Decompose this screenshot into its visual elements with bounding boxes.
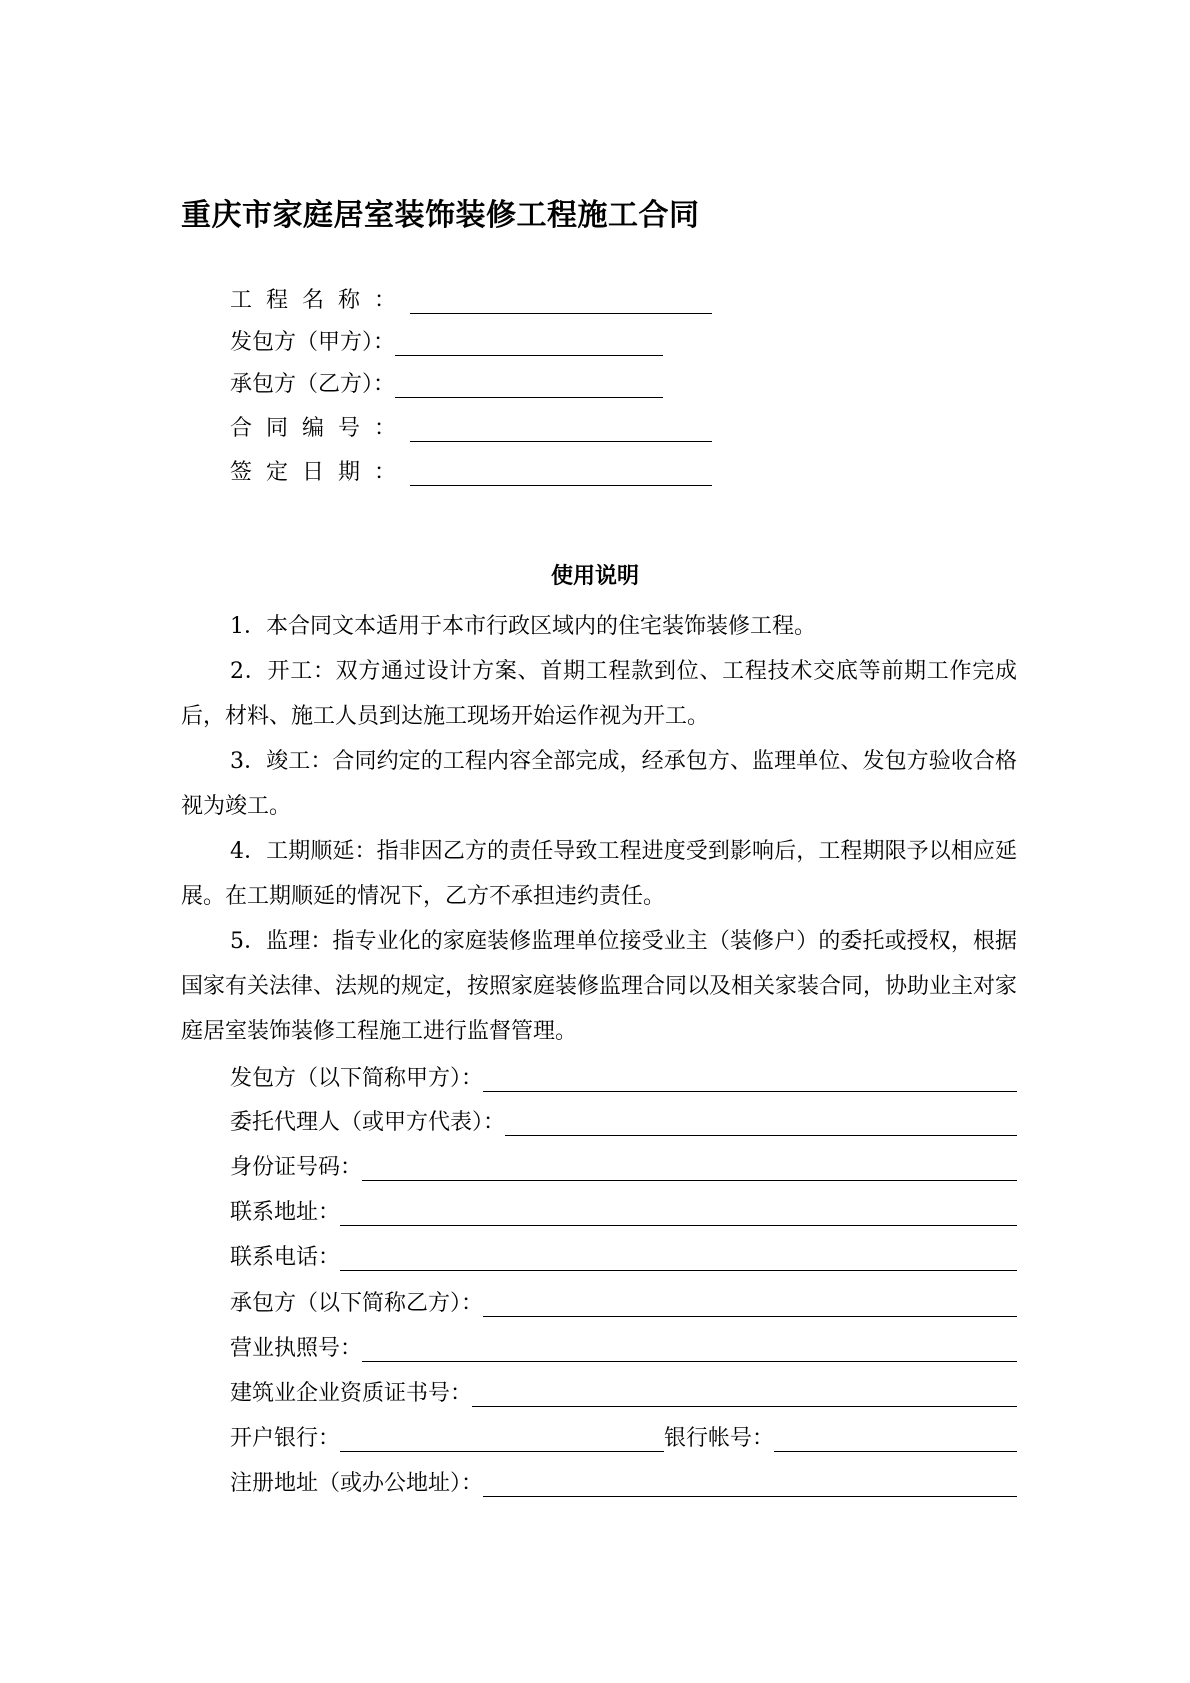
instructions-list <box>181 604 1017 1054</box>
cover-field-project-name <box>230 280 712 314</box>
field-label: 承包方（乙方）： <box>230 372 396 397</box>
party-a-agent-input-line[interactable] <box>505 1111 1017 1136</box>
contract-number-blank[interactable] <box>410 417 712 442</box>
party-a-id-input-line[interactable] <box>362 1156 1017 1181</box>
party-b-license-input-line[interactable] <box>362 1337 1017 1362</box>
party-b-bank-input-line[interactable] <box>340 1427 664 1452</box>
party-b-account-label: 银行帐号： <box>664 1426 775 1451</box>
party-a-row <box>230 1058 1017 1092</box>
instruction-item: 1．本合同文本适用于本市行政区域内的住宅装饰装修工程。 <box>230 614 816 639</box>
party-b-license-label: 营业执照号： <box>230 1336 363 1361</box>
party-b-bank-row <box>230 1418 1017 1452</box>
party-a-phone-input-line[interactable] <box>340 1246 1017 1271</box>
party-b-qualification-row <box>230 1373 1017 1407</box>
party-a-address-input-line[interactable] <box>340 1201 1017 1226</box>
party-b-qualification-label: 建筑业企业资质证书号： <box>230 1381 473 1406</box>
party-a-label: 发包方（以下简称甲方）： <box>230 1066 484 1091</box>
project-name-blank[interactable] <box>410 289 712 314</box>
cover-field-party-b <box>230 364 663 398</box>
sign-date-blank[interactable] <box>410 461 712 486</box>
party-b-account-input-line[interactable] <box>774 1427 1017 1452</box>
party-a-id-label: 身份证号码： <box>230 1155 363 1180</box>
party-a-phone-row <box>230 1237 1017 1271</box>
party-b-address-row <box>230 1463 1017 1497</box>
party-b-license-row <box>230 1328 1017 1362</box>
party-b-input-line[interactable] <box>483 1292 1017 1317</box>
party-a-agent-label: 委托代理人（或甲方代表）： <box>230 1110 506 1135</box>
document-title: 重庆市家庭居室装饰装修工程施工合同 <box>181 198 700 233</box>
party-a-id-row <box>230 1147 1017 1181</box>
field-label: 签定日期： <box>230 460 411 485</box>
party-a-address-row <box>230 1192 1017 1226</box>
cover-field-contract-number <box>230 408 712 442</box>
instruction-item: 5．监理：指专业化的家庭装修监理单位接受业主（装修户）的委托或授权，根据国家有关法律、法规的规定，按照家庭装修监理合同以及相关家装合同，协助业主对家庭居室装饰装修工程施工进行监督管理。 <box>181 929 1018 1044</box>
party-a-phone-label: 联系电话： <box>230 1245 341 1270</box>
party-a-input-line[interactable] <box>483 1067 1017 1092</box>
party-a-blank[interactable] <box>395 331 663 356</box>
party-b-blank[interactable] <box>395 373 663 398</box>
party-a-agent-row <box>230 1102 1017 1136</box>
instructions-heading: 使用说明 <box>550 564 639 589</box>
party-b-address-label: 注册地址（或办公地址）： <box>230 1471 484 1496</box>
instruction-item: 3．竣工：合同约定的工程内容全部完成，经承包方、监理单位、发包方验收合格视为竣工。 <box>181 749 1017 819</box>
instruction-item: 4．工期顺延：指非因乙方的责任导致工程进度受到影响后，工程期限予以相应延展。在工期顺延的情况下，乙方不承担违约责任。 <box>181 839 1017 909</box>
instruction-item: 2．开工：双方通过设计方案、首期工程款到位、工程技术交底等前期工作完成后，材料、施工人员到达施工现场开始运作视为开工。 <box>181 659 1017 729</box>
cover-field-party-a <box>230 322 663 356</box>
party-a-address-label: 联系地址： <box>230 1200 341 1225</box>
field-label: 合同编号： <box>230 416 411 441</box>
cover-field-sign-date <box>230 452 712 486</box>
party-b-address-input-line[interactable] <box>483 1472 1017 1497</box>
party-b-label: 承包方（以下简称乙方）： <box>230 1291 484 1316</box>
party-b-qualification-input-line[interactable] <box>472 1382 1017 1407</box>
field-label: 发包方（甲方）： <box>230 330 396 355</box>
party-b-bank-label: 开户银行： <box>230 1426 341 1451</box>
field-label: 工程名称： <box>230 288 411 313</box>
party-b-row <box>230 1283 1017 1317</box>
